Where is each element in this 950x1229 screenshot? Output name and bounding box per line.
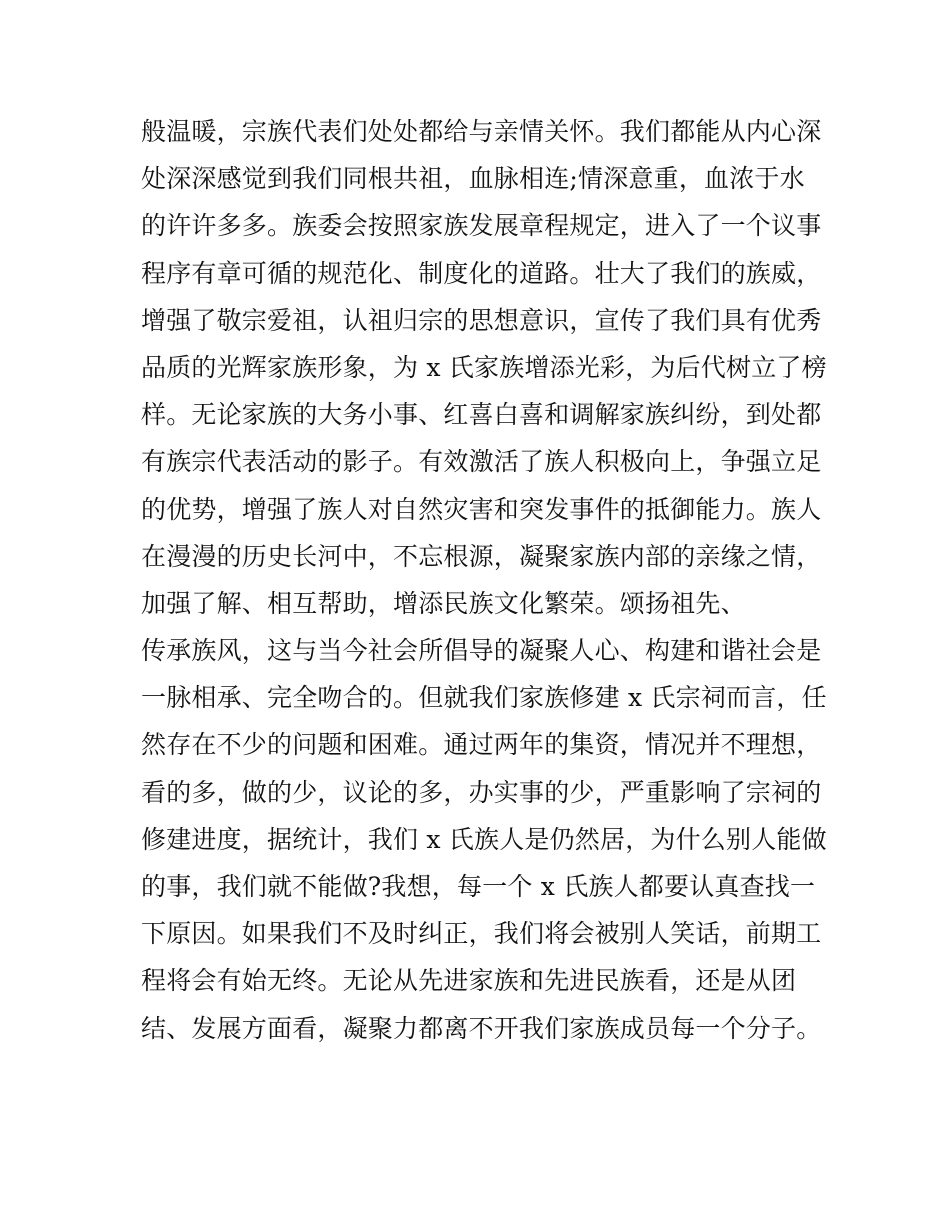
text-line-19: 程将会有始无终。无论从先进家族和先进民族看，还是从团 [141, 966, 797, 996]
text-line-14: 然存在不少的问题和困难。通过两年的集资，情况并不理想， [141, 730, 822, 760]
text-line-2: 处深深感觉到我们同根共祖，血脉相连;情深意重，血浓于水 [141, 164, 805, 194]
text-line-15: 看的多，做的少，议论的多，办实事的少，严重影响了宗祠的 [141, 777, 822, 807]
text-line-17: 的事，我们就不能做?我想，每一个 x 氏族人都要认真查找一 [141, 872, 816, 901]
text-line-10: 在漫漫的历史长河中，不忘根源，凝聚家族内部的亲缘之情， [141, 541, 822, 571]
text-line-12: 传承族风，这与当今社会所倡导的凝聚人心、构建和谐社会是 [141, 636, 822, 666]
text-line-8: 有族宗代表活动的影子。有效激活了族人积极向上，争强立足 [141, 447, 822, 477]
text-line-4: 程序有章可循的规范化、制度化的道路。壮大了我们的族威， [141, 258, 822, 288]
text-line-16: 修建进度，据统计，我们 x 氏族人是仍然居，为什么别人能做 [141, 824, 827, 854]
text-line-6: 品质的光辉家族形象，为 x 氏家族增添光彩，为后代树立了榜 [141, 352, 827, 382]
text-line-11: 加强了解、相互帮助，增添民族文化繁荣。颂扬祖先、 [141, 588, 746, 618]
text-line-1: 般温暖，宗族代表们处处都给与亲情关怀。我们都能从内心深 [141, 117, 822, 146]
text-line-9: 的优势，增强了族人对自然灾害和突发事件的抵御能力。族人 [141, 494, 822, 524]
text-line-7: 样。无论家族的大务小事、红喜白喜和调解家族纠纷，到处都 [141, 400, 822, 430]
body-text [141, 108, 827, 1052]
text-line-3: 的许许多多。族委会按照家族发展章程规定，进入了一个议事 [141, 211, 822, 241]
text-line-13: 一脉相承、完全吻合的。但就我们家族修建 x 氏宗祠而言，任 [141, 683, 827, 713]
text-line-5: 增强了敬宗爱祖，认祖归宗的思想意识，宣传了我们具有优秀 [141, 305, 822, 335]
text-line-18: 下原因。如果我们不及时纠正，我们将会被别人笑话，前期工 [141, 919, 822, 949]
text-line-20: 结、发展方面看，凝聚力都离不开我们家族成员每一个分子。 [141, 1013, 822, 1043]
